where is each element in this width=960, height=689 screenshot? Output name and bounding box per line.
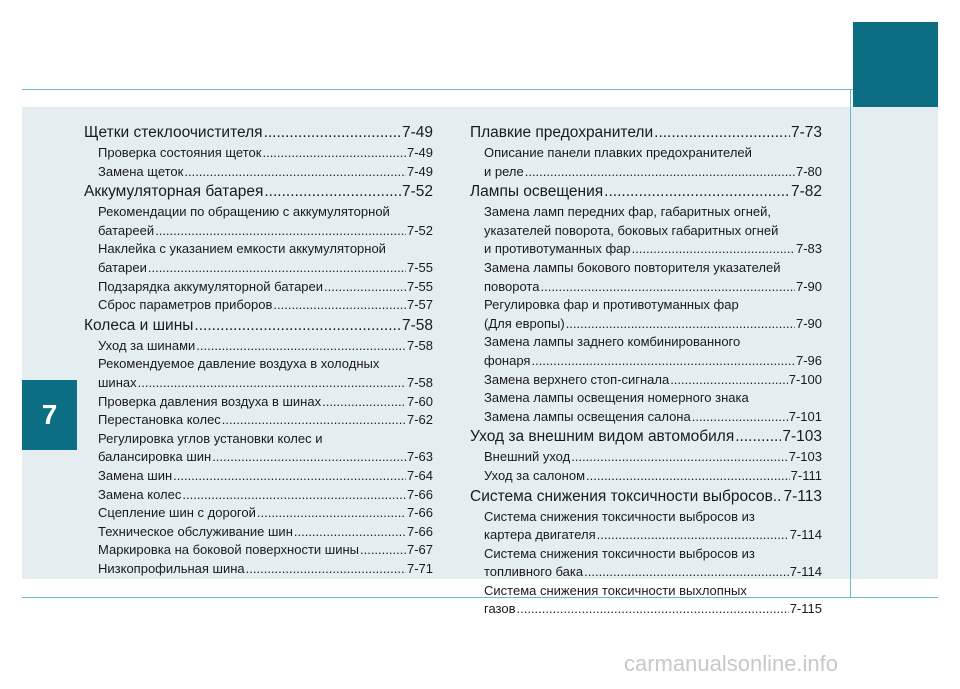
toc-entry-continuation: Замена лампы заднего комбинированного — [484, 334, 741, 350]
toc-page-number: 7-111 — [790, 467, 822, 483]
toc-entry-title: Подзарядка аккумуляторной батареи — [98, 278, 324, 294]
toc-subsection-entry[interactable] — [84, 448, 433, 467]
toc-entry-title: газов — [484, 601, 516, 617]
toc-subsection-entry[interactable] — [470, 600, 822, 619]
toc-entry-continuation: указателей поворота, боковых габаритных огней — [484, 222, 779, 238]
toc-dot-leader — [173, 467, 406, 486]
toc-subsection-entry[interactable] — [84, 560, 433, 579]
toc-entry-continuation: Замена ламп передних фар, габаритных огней, — [484, 204, 772, 220]
toc-entry-title: картера двигателя — [484, 527, 596, 543]
toc-dot-leader — [264, 181, 401, 203]
toc-entry-title: Замена верхнего стоп-сигнала — [484, 371, 670, 387]
toc-dot-leader — [322, 393, 406, 412]
toc-entry-title: Уход за внешним видом автомобиля — [470, 428, 735, 446]
toc-page-number: 7-103 — [788, 449, 822, 465]
toc-page-number: 7-64 — [406, 467, 433, 483]
toc-page-number: 7-114 — [789, 527, 822, 543]
toc-dot-leader — [586, 467, 790, 486]
toc-dot-leader — [148, 259, 406, 278]
toc-entry-title: Уход за салоном — [484, 467, 586, 483]
toc-subsection-entry[interactable] — [84, 541, 433, 560]
toc-page-number: 7-90 — [795, 278, 822, 294]
toc-entry-title: Уход за шинами — [98, 337, 196, 353]
toc-page-number: 7-58 — [406, 374, 433, 390]
toc-subsection-entry[interactable] — [84, 393, 433, 412]
toc-dot-leader — [604, 181, 790, 203]
toc-entry-title: Замена щеток — [98, 163, 184, 179]
toc-subsection-entry[interactable] — [84, 337, 433, 356]
toc-page-number: 7-103 — [782, 428, 822, 446]
toc-subsection-entry[interactable] — [84, 467, 433, 486]
toc-page-number: 7-82 — [790, 183, 822, 201]
toc-section-entry[interactable] — [470, 181, 822, 203]
toc-page-number: 7-96 — [795, 352, 822, 368]
toc-entry-title: батареей — [98, 222, 155, 238]
toc-entry-title: Внешний уход — [484, 449, 571, 465]
toc-page-number: 7-67 — [406, 542, 433, 558]
toc-subsection-entry[interactable] — [84, 374, 433, 393]
toc-dot-leader — [692, 408, 788, 427]
toc-entry-continuation: Рекомендуемое давление воздуха в холодных — [98, 356, 380, 372]
toc-entry-title: балансировка шин — [98, 449, 212, 465]
toc-page-number: 7-57 — [406, 297, 433, 313]
toc-subsection-entry[interactable] — [470, 240, 822, 259]
toc-entry-title: Маркировка на боковой поверхности шины — [98, 542, 359, 558]
toc-page-number: 7-49 — [406, 145, 433, 160]
toc-dot-leader — [212, 448, 406, 467]
toc-entry-title: Техническое обслуживание шин — [98, 523, 293, 539]
toc-dot-leader — [540, 278, 794, 297]
top-rule — [22, 89, 938, 90]
toc-dot-leader — [155, 222, 406, 241]
toc-page-number: 7-73 — [790, 124, 822, 141]
toc-entry-title: Сброс параметров приборов — [98, 297, 273, 313]
toc-entry-title: поворота — [484, 278, 540, 294]
toc-section-entry[interactable] — [84, 122, 433, 144]
toc-subsection-entry[interactable] — [470, 448, 822, 467]
toc-page-number: 7-52 — [406, 222, 433, 238]
toc-subsection-entry[interactable] — [470, 352, 822, 371]
toc-section-entry[interactable] — [470, 426, 822, 448]
toc-subsection-entry[interactable] — [84, 163, 433, 182]
toc-page-number: 7-60 — [406, 393, 433, 409]
toc-entry-title: Перестановка колес — [98, 412, 221, 428]
toc-dot-leader — [632, 240, 795, 259]
toc-dot-leader — [262, 144, 406, 163]
toc-entry-continuation: Замена лампы бокового повторителя указателей — [484, 259, 781, 275]
toc-dot-leader — [257, 504, 406, 523]
toc-entry-title: Сцепление шин с дорогой — [98, 505, 256, 521]
toc-page-number: 7-114 — [789, 564, 822, 580]
toc-dot-leader — [531, 352, 795, 371]
toc-entry-title: Низкопрофильная шина — [98, 560, 245, 576]
toc-subsection-entry[interactable] — [470, 371, 822, 390]
toc-subsection-entry[interactable] — [84, 411, 433, 430]
toc-dot-leader — [294, 523, 406, 542]
toc-page-number: 7-90 — [795, 315, 822, 331]
toc-dot-leader — [273, 296, 406, 315]
toc-page-number: 7-55 — [406, 259, 433, 275]
toc-dot-leader — [194, 315, 401, 337]
toc-dot-leader — [654, 122, 790, 144]
toc-entry-continuation: Регулировка углов установки колес и — [98, 430, 323, 446]
toc-section-entry[interactable] — [470, 486, 822, 508]
toc-page-number: 7-66 — [406, 523, 433, 539]
toc-entry-title: Плавкие предохранители — [470, 124, 654, 141]
toc-subsection-entry[interactable] — [84, 486, 433, 505]
toc-entry-title: Замена лампы освещения салона — [484, 408, 691, 424]
toc-dot-leader — [584, 563, 789, 582]
chapter-tab[interactable] — [22, 380, 77, 450]
toc-page-number: 7-115 — [789, 601, 822, 617]
toc-entry-continuation: Система снижения токсичности выбросов из — [484, 545, 755, 561]
toc-dot-leader — [517, 600, 789, 619]
toc-entry-continuation: Наклейка с указанием емкости аккумуляторной — [98, 241, 386, 257]
toc-page-number: 7-80 — [795, 163, 822, 179]
toc-subsection-entry[interactable] — [470, 467, 822, 486]
toc-page-number: 7-83 — [795, 241, 822, 257]
toc-dot-leader — [525, 163, 795, 182]
toc-dot-leader — [264, 122, 401, 144]
toc-dot-leader — [182, 486, 406, 505]
toc-entry-title: Колеса и шины — [84, 316, 194, 334]
toc-left-column — [84, 122, 433, 578]
toc-subsection-entry[interactable] — [470, 163, 822, 182]
toc-entry-title: фонаря — [484, 352, 531, 368]
toc-page-number: 7-66 — [406, 505, 433, 521]
toc-entry-title: шинах — [98, 374, 137, 390]
toc-subsection-entry[interactable] — [470, 408, 822, 427]
toc-subsection-entry[interactable] — [470, 563, 822, 582]
toc-right-column — [470, 122, 822, 619]
vertical-rule — [850, 90, 851, 598]
toc-page-number: 7-113 — [783, 487, 822, 505]
toc-subsection-entry[interactable] — [84, 504, 433, 523]
toc-page-number: 7-49 — [406, 163, 433, 179]
toc-subsection-entry[interactable] — [84, 296, 433, 315]
toc-subsection-entry[interactable] — [470, 526, 822, 545]
toc-entry-title: (Для европы) — [484, 315, 565, 331]
toc-entry-continuation: Замена лампы освещения номерного знака — [484, 390, 749, 406]
toc-subsection-entry[interactable] — [84, 144, 433, 163]
toc-entry-continuation: Система снижения токсичности выхлопных — [484, 582, 747, 598]
toc-dot-leader — [566, 315, 795, 334]
toc-page-number: 7-66 — [406, 486, 433, 502]
toc-subsection-entry[interactable] — [84, 222, 433, 241]
toc-section-entry[interactable] — [470, 122, 822, 144]
toc-subsection-entry[interactable] — [84, 523, 433, 542]
toc-entry-title: Проверка состояния щеток — [98, 145, 262, 160]
toc-entry-title: Замена шин — [98, 467, 173, 483]
toc-dot-leader — [571, 448, 788, 467]
toc-entry-continuation: Описание панели плавких предохранителей — [484, 145, 752, 160]
toc-entry-title: и противотуманных фар — [484, 241, 631, 257]
toc-page-number: 7-58 — [401, 316, 433, 334]
toc-entry-continuation: Регулировка фар и противотуманных фар — [484, 297, 739, 313]
toc-entry-continuation: Рекомендации по обращению с аккумуляторной — [98, 204, 390, 220]
toc-page-number: 7-71 — [406, 560, 433, 576]
chapter-number: 7 — [41, 399, 58, 430]
toc-page-number: 7-62 — [406, 412, 433, 428]
toc-dot-leader — [184, 163, 406, 182]
toc-page-number: 7-52 — [401, 183, 433, 201]
toc-subsection-entry[interactable] — [84, 259, 433, 278]
toc-dot-leader — [138, 374, 406, 393]
toc-dot-leader — [246, 560, 406, 579]
toc-entry-title: Щетки стеклоочистителя — [84, 124, 263, 141]
toc-dot-leader — [597, 526, 789, 545]
toc-dot-leader — [196, 337, 406, 356]
toc-page-number: 7-63 — [406, 449, 433, 465]
toc-page-number: 7-58 — [406, 337, 433, 353]
toc-dot-leader — [360, 541, 406, 560]
toc-page-number: 7-101 — [788, 408, 822, 424]
toc-dot-leader — [324, 278, 406, 297]
toc-section-entry[interactable] — [84, 181, 433, 203]
toc-entry-title: батареи — [98, 259, 147, 275]
toc-dot-leader — [735, 426, 781, 448]
toc-dot-leader — [670, 371, 788, 390]
toc-section-entry[interactable] — [84, 315, 433, 337]
toc-entry-title: Аккумуляторная батарея — [84, 183, 264, 201]
toc-dot-leader — [222, 411, 406, 430]
toc-entry-title: Замена колес — [98, 486, 182, 502]
corner-tab-block — [853, 22, 938, 107]
toc-subsection-entry[interactable] — [84, 278, 433, 297]
toc-page-number: 7-55 — [406, 278, 433, 294]
toc-entry-continuation: Система снижения токсичности выбросов из — [484, 508, 755, 524]
toc-entry-title: Проверка давления воздуха в шинах — [98, 393, 322, 409]
toc-subsection-entry[interactable] — [470, 278, 822, 297]
toc-entry-title: Система снижения токсичности выбросов.. — [470, 487, 782, 505]
toc-entry-title: топливного бака — [484, 564, 584, 580]
watermark: carmanualsonline.info — [624, 651, 839, 676]
toc-page-number: 7-100 — [788, 371, 822, 387]
toc-entry-title: Лампы освещения — [470, 183, 604, 201]
toc-entry-title: и реле — [484, 163, 524, 179]
toc-page-number: 7-49 — [401, 124, 433, 141]
toc-subsection-entry[interactable] — [470, 315, 822, 334]
